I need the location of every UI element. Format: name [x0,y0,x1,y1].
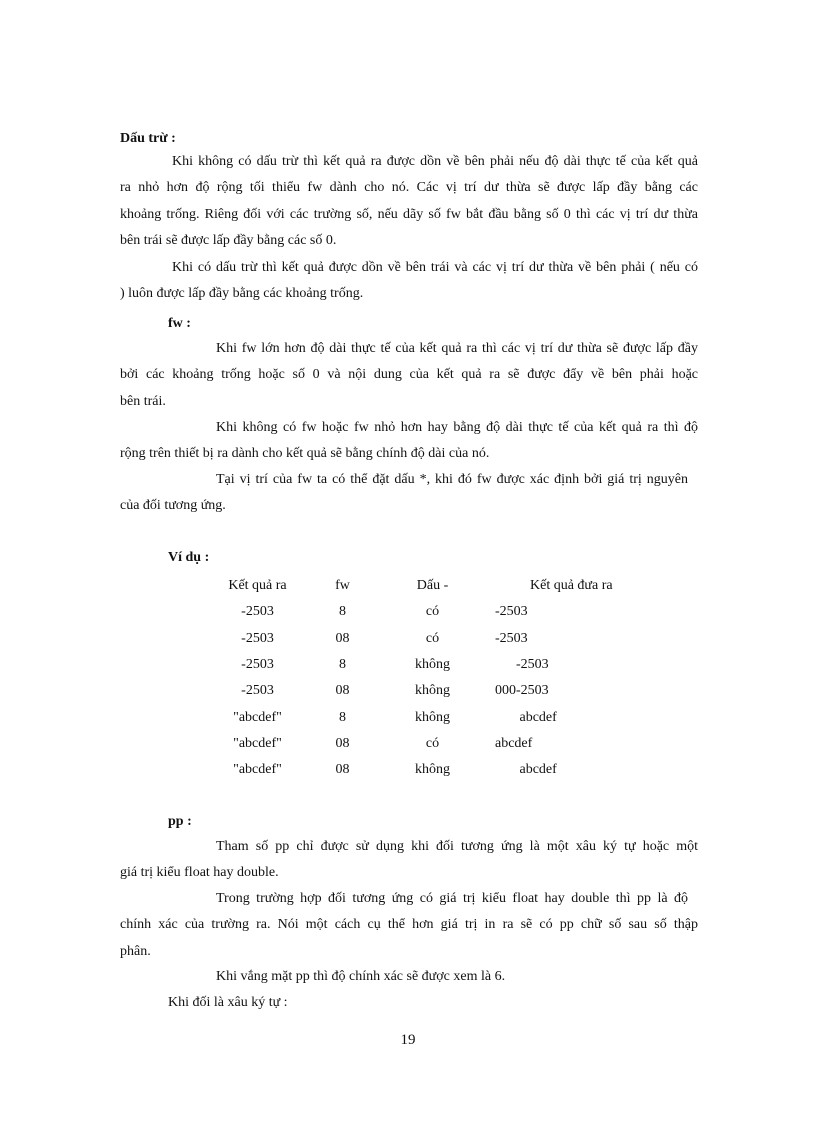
text-line: bên trái. [120,393,166,409]
table-cell: "abcdef" [233,709,282,725]
table-cell: có [425,630,440,646]
text-line: ) luôn được lấp đầy bằng các khoảng trống. [120,286,364,302]
table-cell: 000-2503 [495,683,549,699]
paragraph-fw-3 [120,467,698,520]
paragraph-fw-1 [120,336,698,415]
text-line: Trong trường hợp đối tương ứng có giá trị kiểu float hay double thì pp là độ [216,891,688,906]
text-line: của đối tương ứng. [120,498,226,514]
table-cell: không [415,709,450,725]
table-cell: 08 [335,683,350,699]
text-line: Khi vắng mặt pp thì độ chính xác sẽ được xem là 6. [216,969,506,984]
text-line: giá trị kiểu float hay double. [120,865,279,881]
text-line: Khi đối là xâu ký tự : [168,995,288,1010]
example-table [200,573,655,783]
table-cell: 8 [339,657,346,673]
text-line: ra nhỏ hơn độ rộng tối thiểu fw dành cho nó. Các vị trí dư thừa sẽ được lấp đầy bằng các [120,180,698,196]
table-cell: -2503 [495,604,528,620]
table-cell: không [415,683,450,699]
paragraph-pp-4 [120,990,698,1016]
text-line: Khi không có fw hoặc fw nhỏ hơn hay bằng độ dài thực tế của kết quả ra thì độ [216,420,698,435]
table-row [200,652,655,678]
text-line: Tại vị trí của fw ta có thể đặt dấu *, khi đó fw được xác định bởi giá trị nguyên [216,472,688,487]
table-cell: -2503 [241,604,274,620]
text-line: Khi fw lớn hơn độ dài thực tế của kết quả ra thì các vị trí dư thừa sẽ được lấp đầy [216,341,698,356]
page-number: 19 [400,1032,416,1048]
table-cell: 08 [335,735,350,751]
table-cell: -2503 [241,683,274,699]
table-row [200,678,655,704]
table-cell: 8 [339,709,346,725]
text-line: phân. [120,943,151,959]
column-header-dau-tru: Dấu - [416,578,449,594]
text-line: Tham số pp chỉ được sử dụng khi đối tương ứng là một xâu ký tự hoặc một [216,839,698,854]
table-row [200,731,655,757]
table-cell: "abcdef" [233,762,282,778]
section-heading-pp: pp : [168,814,192,829]
paragraph-pp-2 [120,886,698,965]
column-header-fw: fw [335,578,350,594]
table-cell: -2503 [495,657,549,673]
column-header-ket-qua-ra: Kết quả ra [228,578,287,594]
table-row [200,757,655,783]
table-cell: 08 [335,762,350,778]
text-line: bên trái sẽ được lấp đầy bằng các số 0. [120,232,337,248]
paragraph-dau-tru-1 [120,149,698,254]
text-line: khoảng trống. Riêng đối với các trường số, nếu dãy số fw bắt đầu bằng số 0 thì các vị trí dư thừa [120,206,698,222]
column-header-ket-qua-dua-ra: Kết quả đưa ra [495,578,613,594]
section-heading-vi-du: Ví dụ : [168,550,210,565]
table-cell: 8 [339,604,346,620]
table-row [200,599,655,625]
table-cell: -2503 [495,630,528,646]
paragraph-fw-2 [120,415,698,468]
table-cell: không [415,762,450,778]
table-cell: có [425,604,440,620]
table-cell: 08 [335,630,350,646]
table-row [200,704,655,730]
section-heading-fw: fw : [168,316,191,331]
table-cell: abcdef [495,762,557,778]
text-line: bởi các khoảng trống hoặc số 0 và nội dung của kết quả ra sẽ được đẩy về bên phải hoặc [120,367,698,383]
text-line: chính xác của trường ra. Nói một cách cụ thể hơn giá trị in ra sẽ có pp chữ số sau số thập [120,917,698,933]
text-line: rộng trên thiết bị ra dành cho kết quả sẽ bằng chính độ dài của nó. [120,446,490,462]
table-cell: abcdef [495,709,557,725]
table-cell: có [425,735,440,751]
paragraph-dau-tru-2 [120,255,698,308]
table-cell: "abcdef" [233,735,282,751]
table-cell: -2503 [241,630,274,646]
text-line: Khi có dấu trừ thì kết quả được dồn về bên trái và các vị trí dư thừa về bên phải ( nếu có [172,260,698,275]
table-cell: abcdef [495,735,533,751]
table-header-row [200,573,655,599]
paragraph-pp-1 [120,834,698,887]
text-line: Khi không có dấu trừ thì kết quả ra được dồn về bên phải nếu độ dài thực tế của kết quả [172,154,698,169]
section-heading-dau-tru: Dấu trừ : [120,131,176,146]
paragraph-pp-3 [120,964,698,990]
table-cell: không [415,657,450,673]
table-cell: -2503 [241,657,274,673]
table-row [200,626,655,652]
